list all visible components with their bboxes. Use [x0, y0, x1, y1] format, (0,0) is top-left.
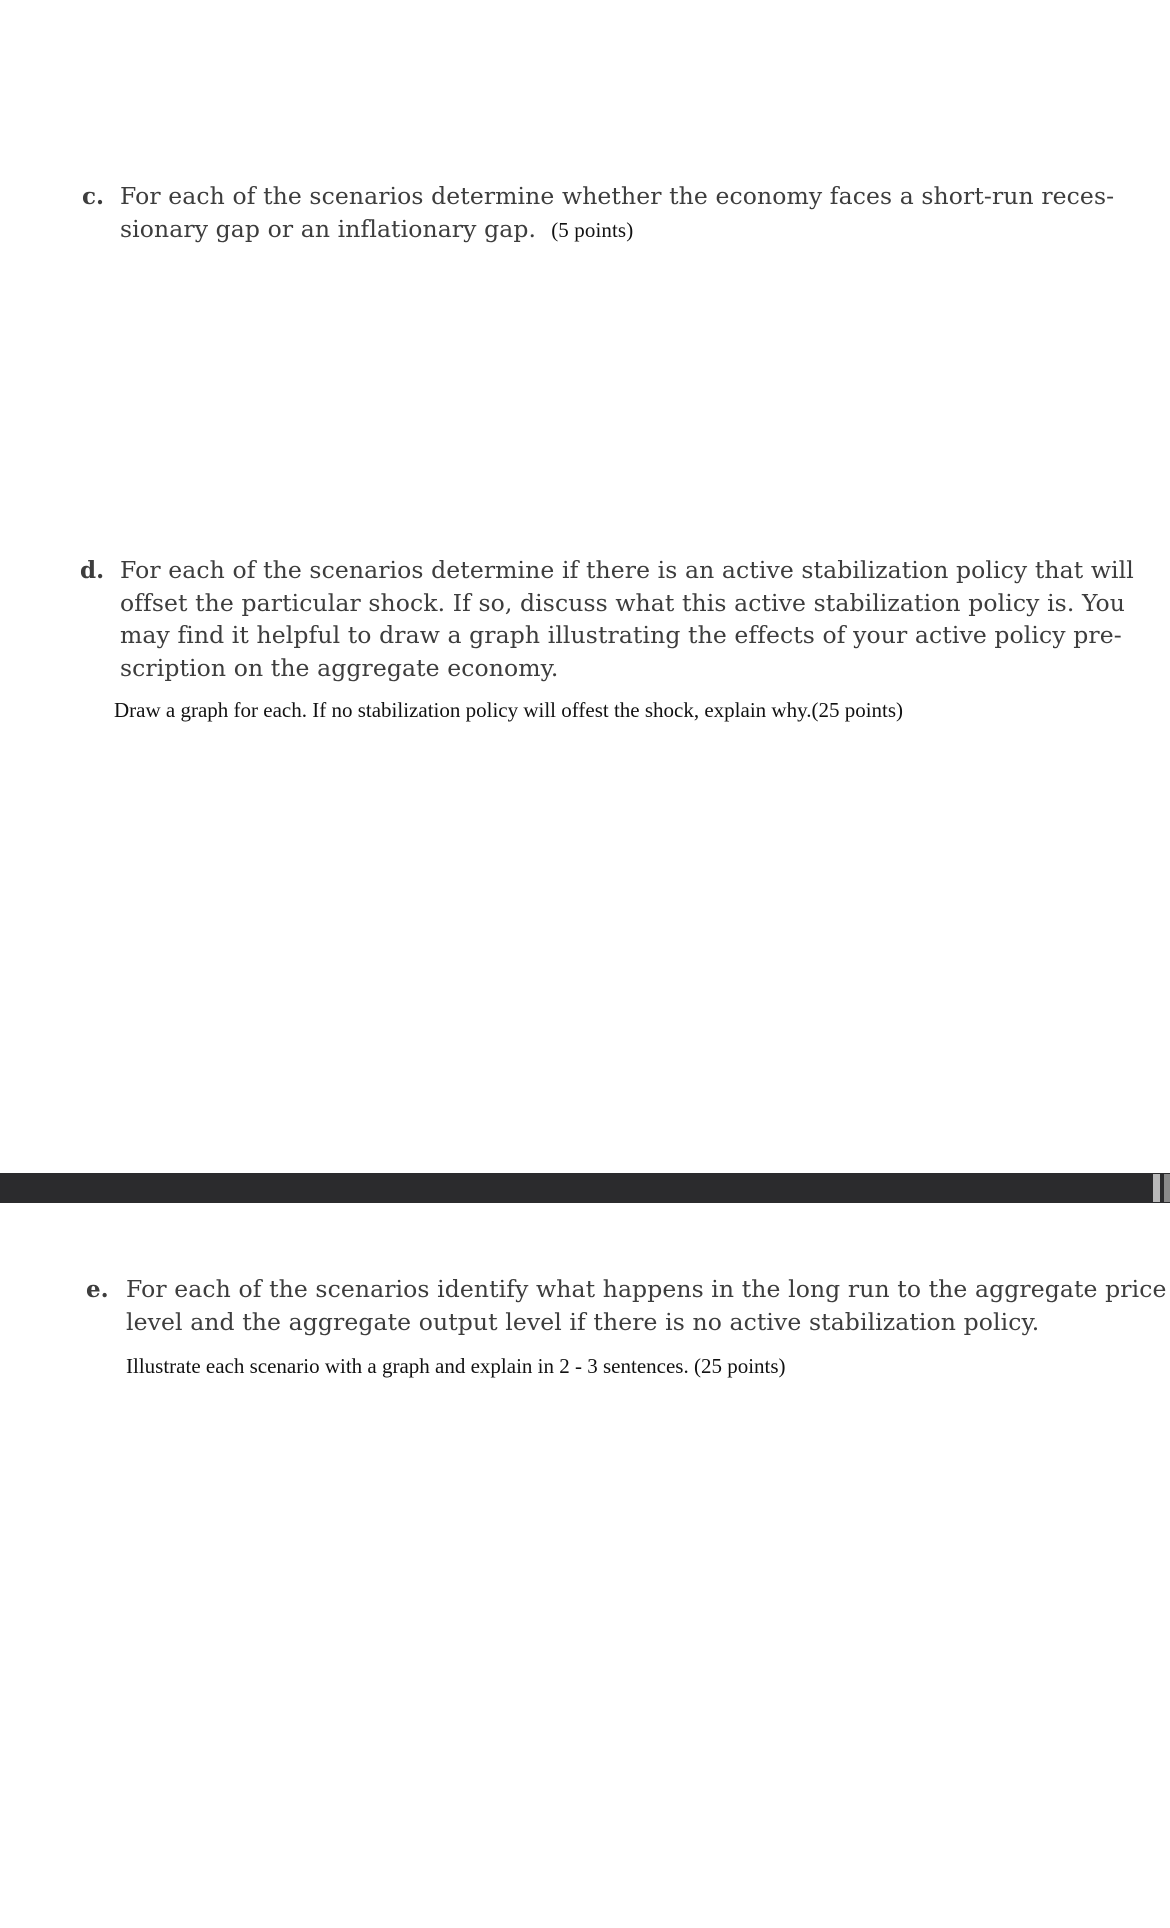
question-d-line-1: For each of the scenarios determine if there is an active stabilization policy that will [120, 556, 1134, 584]
question-d-label: d. [80, 557, 105, 584]
question-d-text [120, 554, 1134, 684]
question-e-text [126, 1273, 1166, 1338]
scrollbar-thumb[interactable] [1153, 1174, 1160, 1202]
question-e-line-2: level and the aggregate output level if there is no active stabilization policy. [126, 1307, 1040, 1336]
question-e-line-1: For each of the scenarios identify what happens in the long run to the aggregate price [126, 1275, 1167, 1303]
question-d-line-4: scription on the aggregate economy. [120, 653, 559, 682]
question-c-line-2-text: sionary gap or an inflationary gap. [120, 214, 537, 243]
question-d-line-3: may find it helpful to draw a graph illustrating the effects of your active policy pre- [120, 621, 1122, 649]
question-d-line-2: offset the particular shock. If so, discuss what this active stabilization policy is. You [120, 588, 1126, 617]
question-c-line-1: For each of the scenarios determine whether the economy faces a short-run reces- [120, 182, 1115, 210]
question-c-text [120, 180, 1114, 246]
question-e-label: e. [86, 1276, 109, 1303]
question-c-line-2 [120, 213, 1114, 247]
question-e-note: Illustrate each scenario with a graph and explain in 2 - 3 sentences. (25 points) [126, 1354, 786, 1378]
question-d-note: Draw a graph for each. If no stabilization policy will offest the shock, explain why.(25 points) [114, 698, 904, 722]
question-c-label: c. [82, 183, 105, 210]
scrollbar-edge [1164, 1174, 1170, 1202]
question-c-points: (5 points) [551, 217, 634, 242]
page-separator [0, 1173, 1170, 1203]
